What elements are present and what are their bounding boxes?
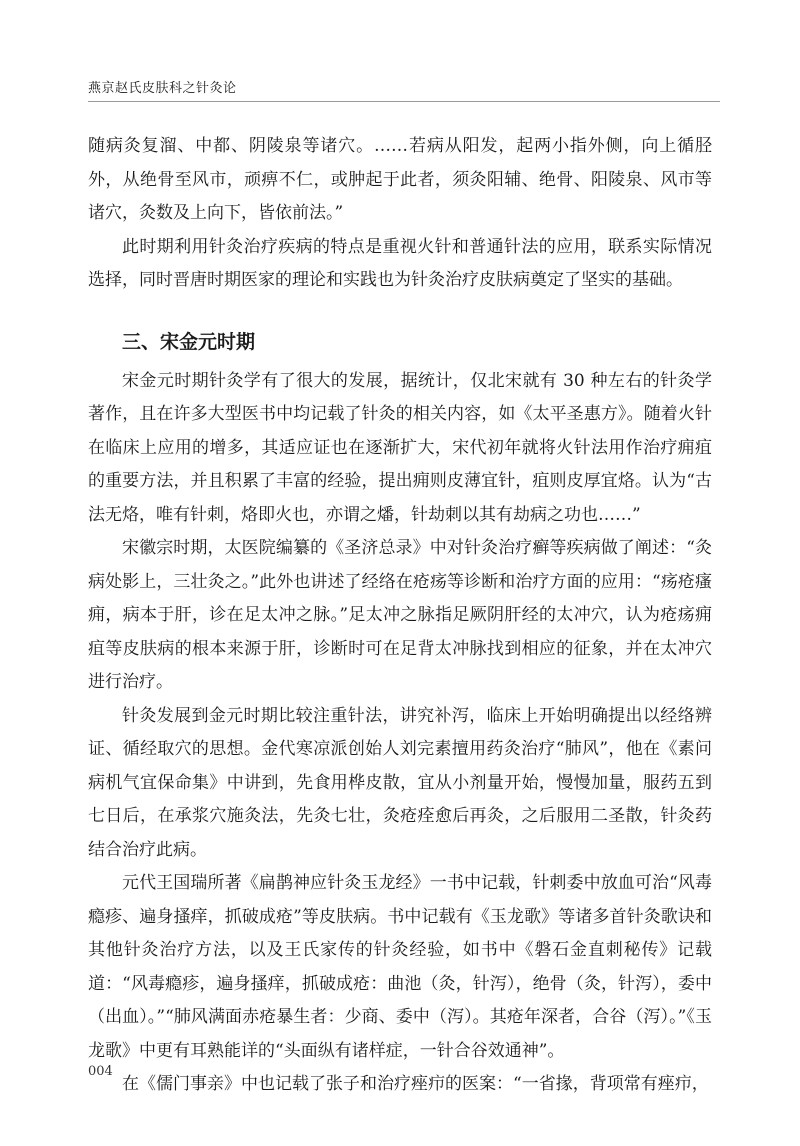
section-heading: 三、宋金元时期 (122, 330, 256, 353)
paragraph-2: 此时期利用针灸治疗疾病的特点是重视火针和普通针法的应用，联系实际情况选择，同时晋唐时期医家的理论和实践也为针灸治疗皮肤病奠定了坚实的基础。 (88, 236, 712, 290)
paragraph-3: 宋金元时期针灸学有了很大的发展，据统计，仅北宋就有 30 种左右的针灸学著作，且在许多大型医书中均记载了针灸的相关内容，如《太平圣惠方》。随着火针在临床上应用的增多，其适应证也在逐渐扩大，宋代初年就将火针法用作治疗痈疽的重要方法，并且积累了丰富的经验，提出痈则皮薄宜针，疽则皮厚宜烙。认为“古法无烙，唯有针刺，烙即火也，亦谓之燔，针劫刺以其有劫病之功也……” (88, 370, 712, 525)
paragraph-5: 针灸发展到金元时期比较注重针法，讲究补泻，临床上开始明确提出以经络辨证、循经取穴的思想。金代寒凉派创始人刘完素擅用药灸治疗“肺风”，他在《素问病机气宜保命集》中讲到，先食用桦皮散，宜从小剂量开始，慢慢加量，服药五到七日后，在承浆穴施灸法，先灸七壮，灸疮痊愈后再灸，之后服用二圣散，针灸药结合治疗此病。 (88, 705, 712, 860)
page-number: 004 (88, 1064, 113, 1079)
running-head: 燕京赵氏皮肤科之针灸论 (88, 81, 237, 96)
body-text (88, 130, 712, 1102)
paragraph-1: 随病灸复溜、中都、阴陵泉等诸穴。……若病从阳发，起两小指外侧，向上循胫外，从绝骨至风市，顽痹不仁，或肿起于此者，须灸阳辅、绝骨、阳陵泉、风市等诸穴，灸数及上向下，皆依前法。” (88, 136, 712, 223)
section-spacer (88, 298, 712, 326)
paragraph-7: 在《儒门事亲》中也记载了张子和治疗痤疖的医案：“一省掾，背项常有痤疖， (122, 1074, 709, 1094)
paragraph-4: 宋徽宗时期，太医院编纂的《圣济总录》中对针灸治疗癣等疾病做了阐述：“灸病处影上，三壮灸之。”此外也讲述了经络在疮疡等诊断和治疗方面的应用：“疡疮瘙痈，病本于肝，诊在足太冲之脉。”足太冲之脉指足厥阴肝经的太冲穴，认为疮疡痈疽等皮肤病的根本来源于肝，诊断时可在足背太冲脉找到相应的征象，并在太冲穴进行治疗。 (88, 538, 712, 692)
paragraph-6: 元代王国瑞所著《扁鹊神应针灸玉龙经》一书中记载，针刺委中放血可治“风毒瘾疹、遍身搔痒，抓破成疮”等皮肤病。书中记载有《玉龙歌》等诸多首针灸歌诀和其他针灸治疗方法，以及王氏家传的针灸经验，如书中《磐石金直刺秘传》记载道：“风毒瘾疹，遍身搔痒，抓破成疮：曲池（灸，针泻），绝骨（灸，针泻），委中（出血）。”“肺风满面赤疮暴生者：少商、委中（泻）。其疮年深者，合谷（泻）。”《玉龙歌》中更有耳熟能详的“头面纵有诸样症，一针合谷效通神”。 (88, 873, 712, 1061)
header-divider (88, 101, 720, 102)
